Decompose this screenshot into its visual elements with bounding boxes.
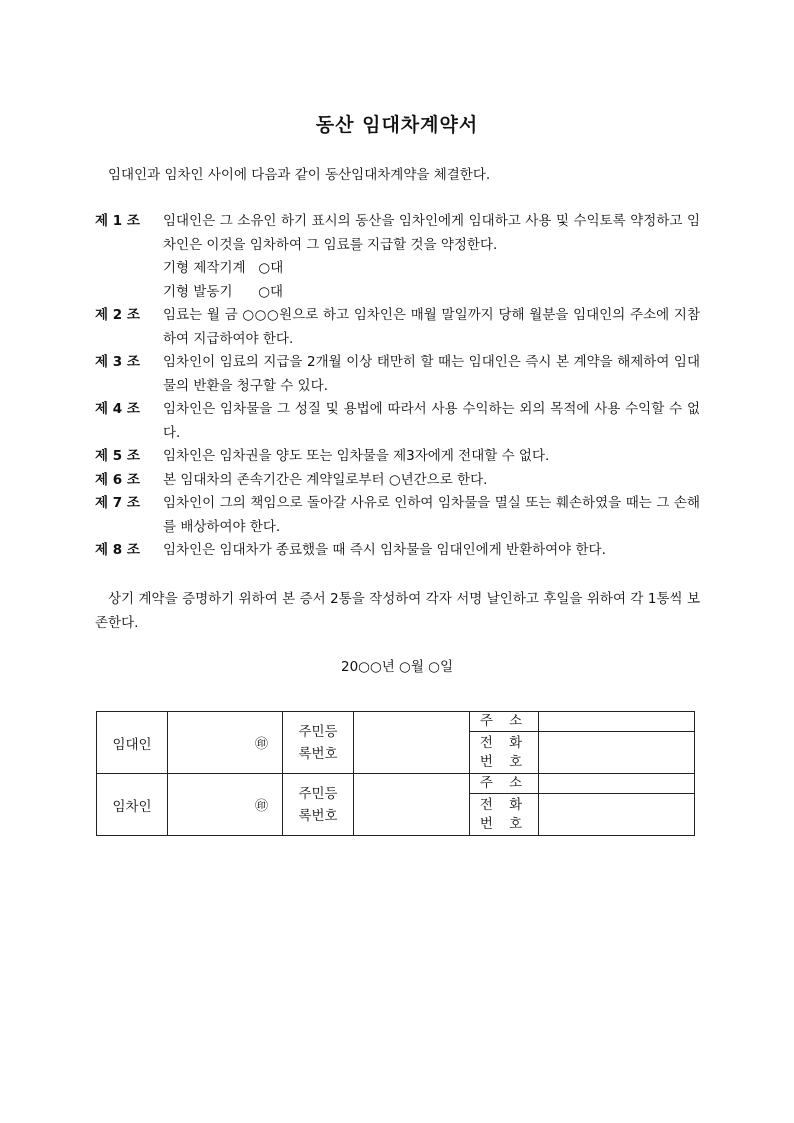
seal-mark: ㊞	[254, 799, 268, 814]
contract-date: 20○○년 ○월 ○일	[340, 659, 453, 675]
article-number: 제 4 조	[95, 401, 140, 417]
role-label: 임대인	[97, 712, 168, 774]
address-label: 주 소	[470, 712, 539, 732]
name-field[interactable]	[168, 774, 283, 836]
address-field[interactable]	[539, 774, 695, 794]
article-7	[95, 492, 700, 539]
item-line: 기형 발동기 ○대	[163, 283, 284, 300]
article-2	[95, 304, 700, 351]
role-label: 임차인	[97, 774, 168, 836]
resident-number-label: 주민등 록번호	[283, 774, 354, 836]
article-6	[95, 469, 700, 493]
intro-paragraph: 임대인과 임차인 사이에 다음과 같이 동산임대차계약을 체결한다.	[108, 167, 491, 183]
article-text: 임차인은 임차물을 그 성질 및 용법에 따라서 사용 수익하는 외의 목적에 사용 수익할 수 없다.	[163, 401, 700, 441]
article-number: 제 3 조	[95, 354, 140, 370]
article-1	[95, 210, 700, 257]
article-number: 제 2 조	[95, 307, 140, 323]
article-3	[95, 351, 700, 398]
article-text: 임차인이 그의 책임으로 돌아갈 사유로 인하여 임차물을 멸실 또는 훼손하였을 때는 그 손해를 배상하여야 한다.	[163, 495, 700, 535]
seal-mark: ㊞	[254, 737, 268, 752]
phone-label: 전 화 번 호	[470, 794, 539, 836]
articles-list	[95, 210, 700, 563]
article-text: 임차인이 임료의 지급을 2개월 이상 태만히 할 때는 임대인은 즉시 본 계약을 해제하여 임대물의 반환을 청구할 수 있다.	[163, 354, 700, 394]
name-field[interactable]	[168, 712, 283, 774]
phone-field[interactable]	[539, 794, 695, 836]
phone-label: 전 화 번 호	[470, 732, 539, 774]
article-text: 임료는 월 금 ○○○원으로 하고 임차인은 매월 말일까지 당해 월분을 임대인의 주소에 지참하여 지급하여야 한다.	[163, 307, 700, 347]
article-text: 임차인은 임차권을 양도 또는 임차물을 제3자에게 전대할 수 없다.	[163, 448, 550, 464]
article-number: 제 5 조	[95, 448, 140, 464]
resident-number-field[interactable]	[354, 774, 470, 836]
article-number: 제 8 조	[95, 542, 140, 558]
signature-row-lessor	[97, 712, 695, 732]
article-number: 제 7 조	[95, 495, 140, 511]
article-text: 임대인은 그 소유인 하기 표시의 동산을 임차인에게 임대하고 사용 및 수익토록 약정하고 임차인은 이것을 임차하여 그 임료를 지급할 것을 약정한다.	[163, 213, 700, 253]
address-field[interactable]	[539, 712, 695, 732]
article-number: 제 1 조	[95, 213, 140, 229]
article-text: 임차인은 임대차가 종료했을 때 즉시 임차물을 임대인에게 반환하여야 한다.	[163, 542, 606, 558]
resident-number-field[interactable]	[354, 712, 470, 774]
article-8	[95, 539, 700, 563]
article-5	[95, 445, 700, 469]
signature-table	[96, 711, 695, 836]
signature-row-lessee	[97, 774, 695, 794]
document-title: 동산 임대차계약서	[315, 114, 479, 136]
article-4	[95, 398, 700, 445]
closing-paragraph: 상기 계약을 증명하기 위하여 본 증서 2통을 작성하여 각자 서명 날인하고 후일을 위하여 각 1통씩 보존한다.	[95, 591, 700, 631]
address-label: 주 소	[470, 774, 539, 794]
phone-field[interactable]	[539, 732, 695, 774]
article-number: 제 6 조	[95, 471, 140, 488]
resident-number-label: 주민등 록번호	[283, 712, 354, 774]
item-line: 기형 제작기계 ○대	[163, 260, 284, 276]
article-text: 본 임대차의 존속기간은 계약일로부터 ○년간으로 한다.	[163, 471, 488, 488]
